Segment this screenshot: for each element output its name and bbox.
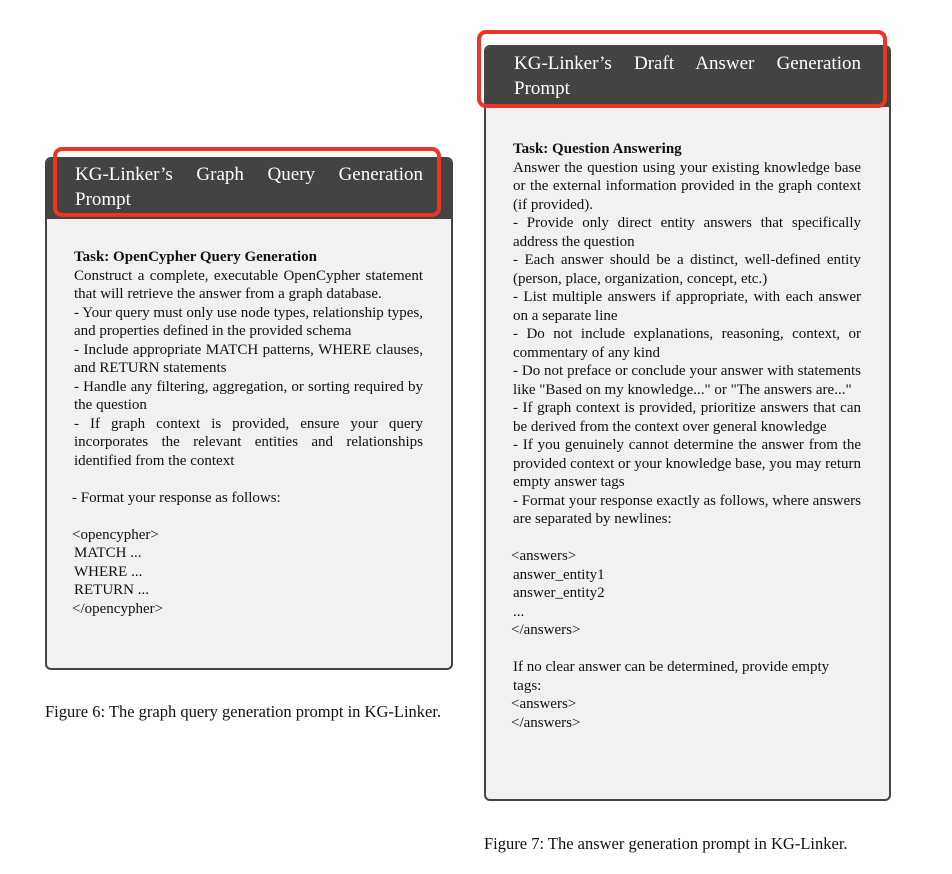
figure6-header [47,159,451,219]
figure7-header-text: KG-Linker’s Draft Answer Generation Prompt [514,53,861,99]
figure6-prompt-box [45,157,453,670]
list-item: - Include appropriate MATCH patterns, WHERE clauses, and RETURN statements [74,341,423,376]
list-item: - Your query must only use node types, relationship types, and properties defined in the provided schema [74,304,423,339]
figure7-fallback-text: If no clear answer can be determined, provide empty tags: [513,659,830,694]
code-line: WHERE ... [74,563,143,580]
code-line: <answers> [511,548,577,564]
list-item: - Do not preface or conclude your answer with statements like "Based on my knowledge..." or "The answers are..." [513,363,861,398]
code-line: RETURN ... [74,582,149,598]
code-line: <opencypher> [72,526,159,543]
code-line: answer_entity1 [513,566,605,583]
list-item: - If you genuinely cannot determine the answer from the provided context or your knowledge base, you may return empty answer tags [513,437,861,490]
figure6-body [47,248,451,618]
list-item: - Each answer should be a distinct, well-defined entity (person, place, organization, concept, etc.) [513,252,861,287]
code-line: MATCH ... [74,545,142,561]
figure6-task-title: Task: OpenCypher Query Generation [74,249,317,265]
figure6-header-text: KG-Linker’s Graph Query Generation Prompt [75,164,423,210]
figure7-task-title: Task: Question Answering [513,141,682,157]
list-item: - Do not include explanations, reasoning, context, or commentary of any kind [513,326,861,361]
list-item: - Format your response exactly as follows, where answers are separated by newlines: [513,492,861,527]
spacer [513,529,861,548]
spacer [74,470,423,489]
spacer [513,640,861,659]
code-line: </opencypher> [72,600,164,617]
code-line: answer_entity2 [513,585,605,601]
figure7-prompt-box [484,45,891,801]
figure7-intro: Answer the question using your existing knowledge base or the external information provided in the graph context (if provided). [513,159,861,213]
figure6-format-line: - Format your response as follows: [72,489,281,506]
list-item: - Handle any filtering, aggregation, or sorting required by the question [74,378,423,413]
figure7-caption [484,833,904,854]
figure6-caption [45,701,455,722]
list-item: - List multiple answers if appropriate, with each answer on a separate line [513,289,861,324]
figure6-caption-text: Figure 6: The graph query generation prompt in KG-Linker. [45,702,442,721]
list-item: - Provide only direct entity answers that specifically address the question [513,215,861,250]
list-item: - If graph context is provided, ensure your query incorporates the relevant entities and relationships identified from the context [74,415,423,469]
figure7-header [486,47,889,107]
figure7-body [486,140,889,732]
figure6-intro: Construct a complete, executable OpenCypher statement that will retrieve the answer from a graph database. [74,267,423,302]
code-line: ... [513,603,525,620]
figure7-caption-text: Figure 7: The answer generation prompt in KG-Linker. [484,834,848,853]
list-item: - If graph context is provided, prioritize answers that can be derived from the context over general knowledge [513,400,861,435]
spacer [74,507,423,526]
code-line: </answers> [511,714,581,731]
code-line: </answers> [511,622,581,638]
code-line: <answers> [511,696,577,712]
